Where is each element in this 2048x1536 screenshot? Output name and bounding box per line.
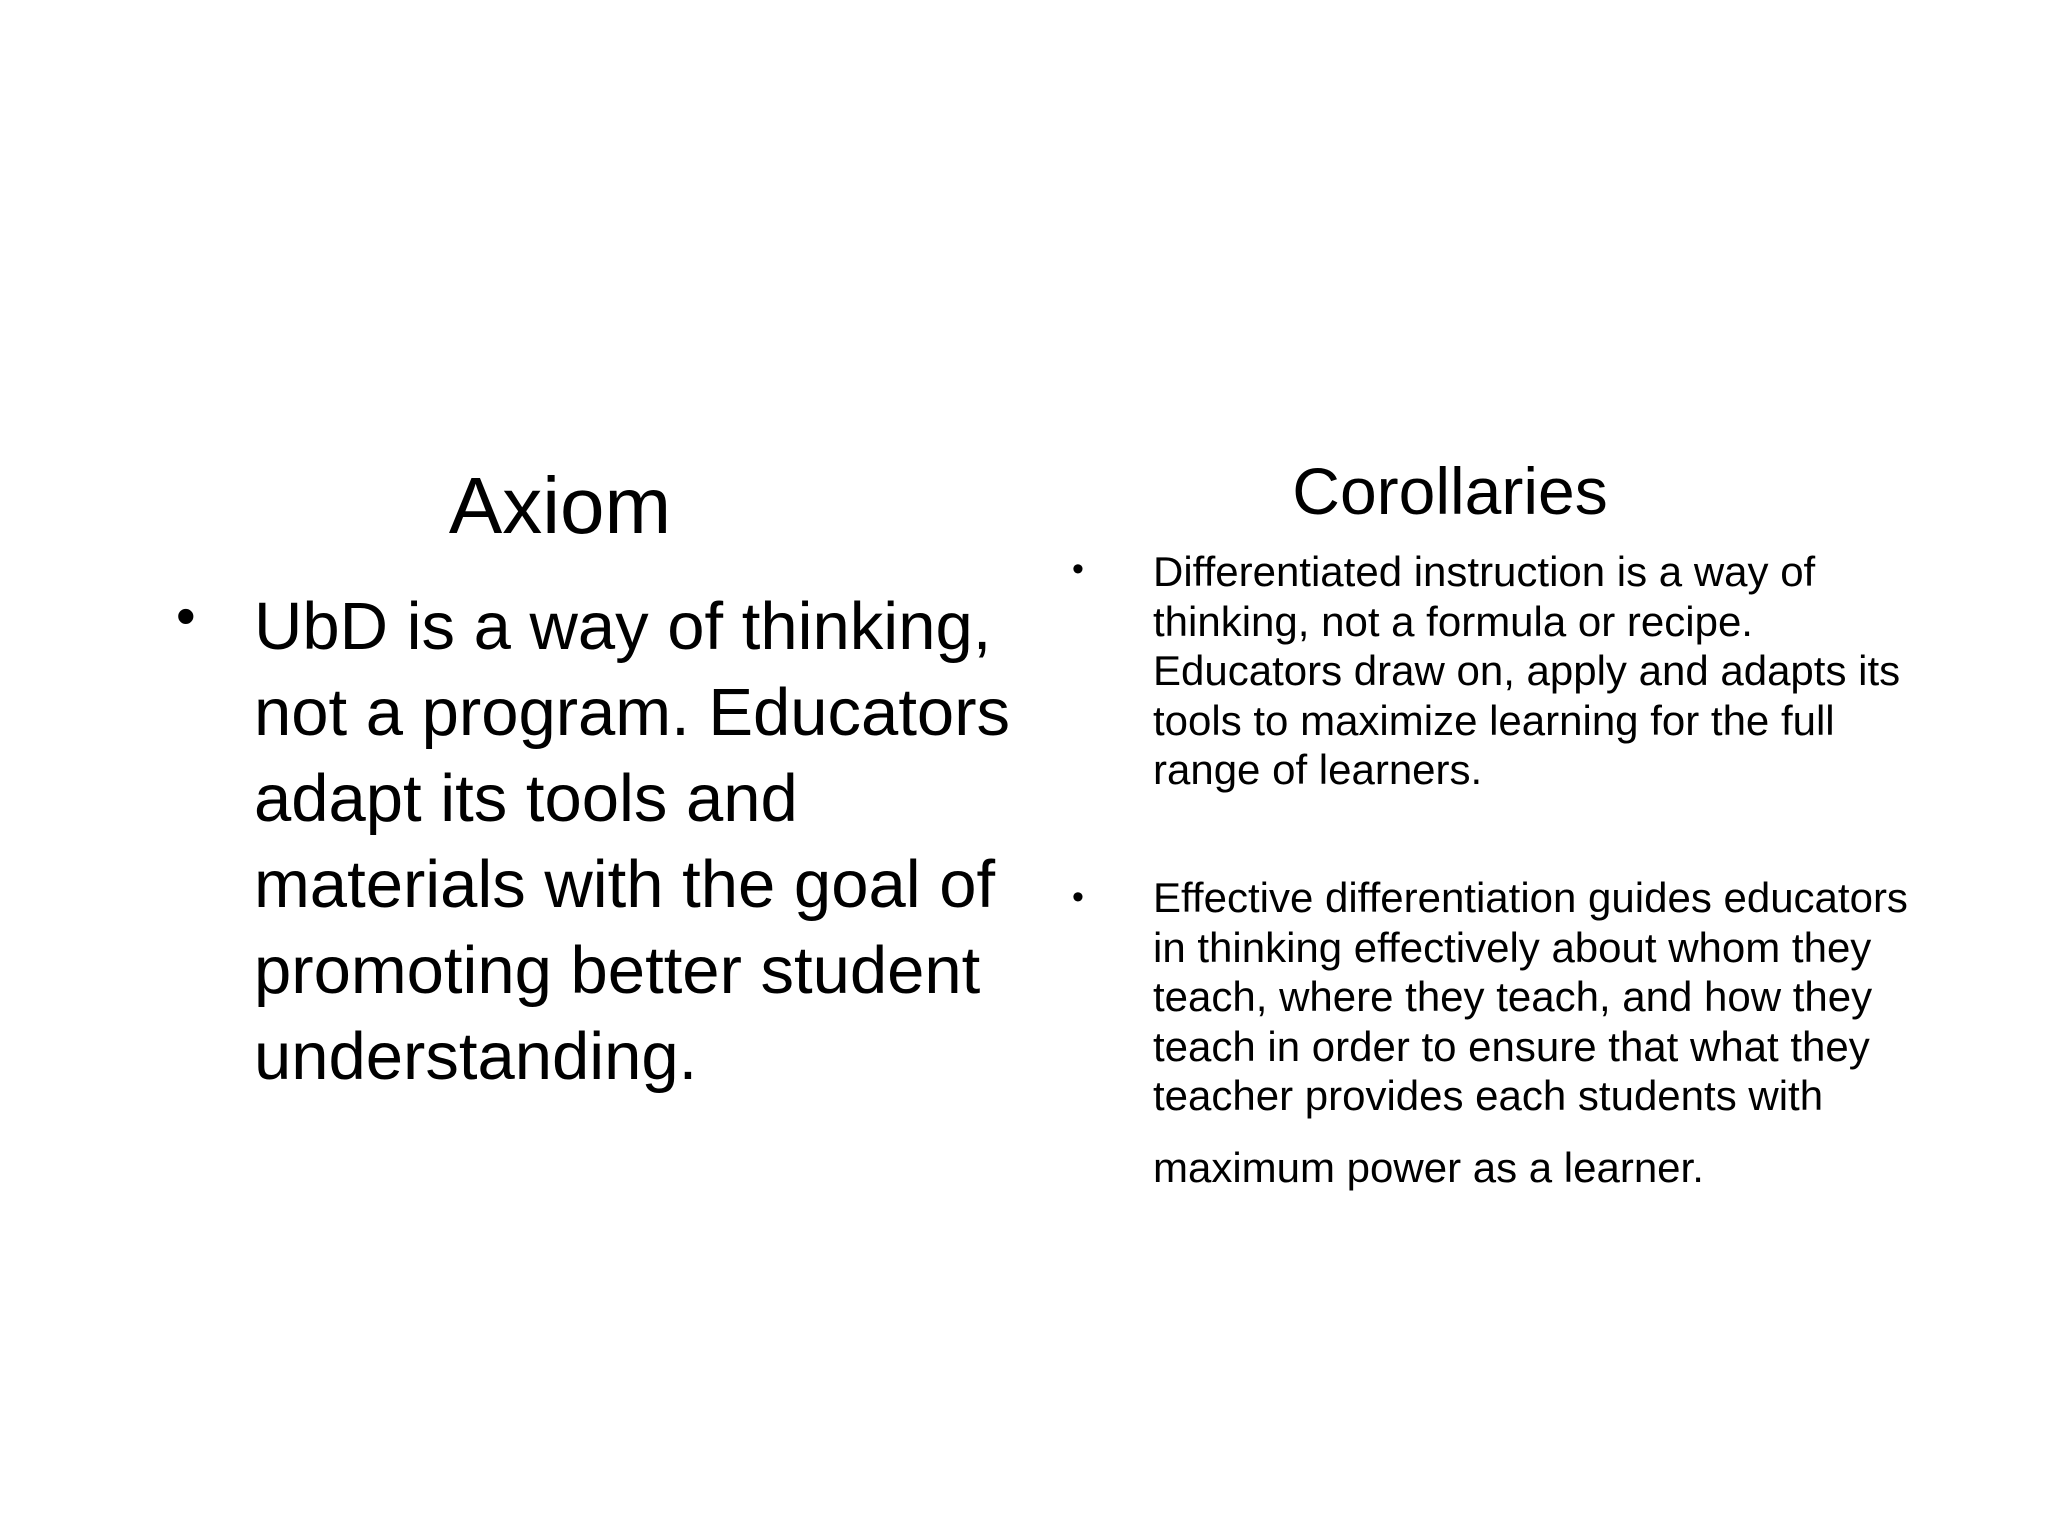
axiom-text-last-line: student understanding.	[254, 933, 981, 1094]
corollary-item-2-body: Effective differentiation guides educators in thinking effectively about whom they teach, where they teach, and how they teach in order to ensure that what they teacher provides each students with	[1153, 874, 1908, 1119]
axiom-heading: Axiom	[448, 461, 672, 550]
axiom-bullet: •	[176, 584, 196, 647]
corollary-bullet-1: •	[1072, 550, 1084, 588]
corollaries-heading: Corollaries	[1292, 454, 1608, 528]
axiom-text-body: UbD is a way of thinking, not a program. Educators adapt its tools and materials with the goal of promoting better	[254, 589, 1011, 1008]
corollary-item-2-last-line: maximum power as a learner.	[1153, 1143, 1704, 1191]
corollary-bullet-2: •	[1072, 878, 1084, 916]
axiom-text	[254, 584, 1044, 1100]
corollary-item-1: Differentiated instruction is a way of thinking, not a formula or recipe. Educators draw on, apply and adapts its tools to maximize learning for the full range of learners.	[1153, 548, 1901, 793]
corollary-item-2	[1153, 873, 1933, 1192]
